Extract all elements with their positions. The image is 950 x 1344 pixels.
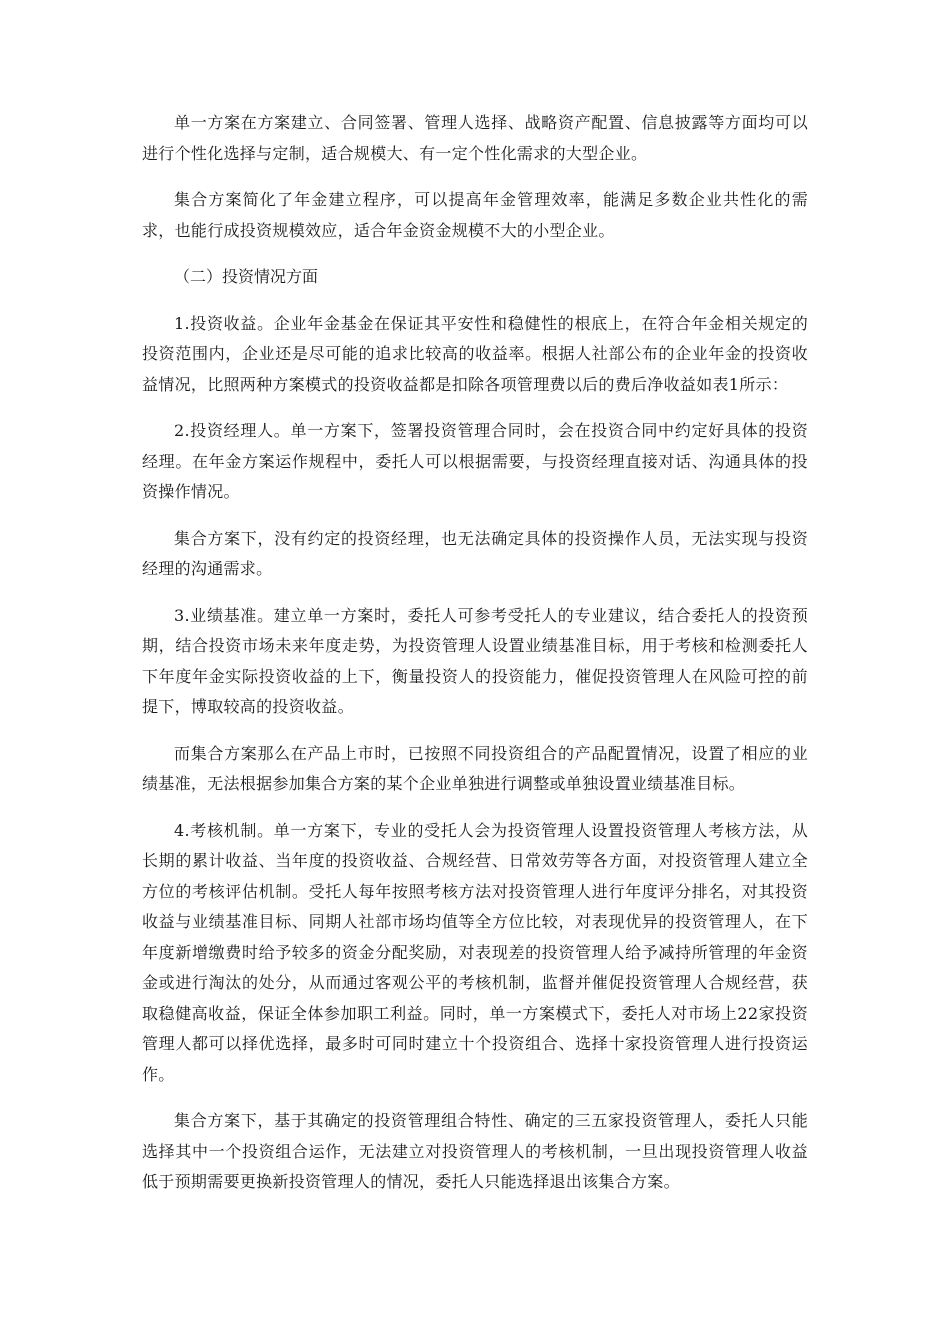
section-heading: （二）投资情况方面 [174,267,319,286]
paragraph-collective-plan: 集合方案简化了年金建立程序，可以提高年金管理效率，能满足多数企业共性化的需求，也能行成投资规模效应，适合年金资金规模不大的小型企业。 [142,190,808,240]
paragraph-collective-benchmark: 而集合方案那么在产品上市时，已按照不同投资组合的产品配置情况，设置了相应的业绩基准，无法根据参加集合方案的某个企业单独进行调整或单独设置业绩基准目标。 [142,743,808,793]
document-page [142,108,808,1214]
paragraph-assessment: 4.考核机制。单一方案下，专业的受托人会为投资管理人设置投资管理人考核方法，从长期的累计收益、当年度的投资收益、合规经营、日常效劳等各方面，对投资管理人建立全方位的考核评估机制。受托人每年按照考核方法对投资管理人进行年度评分排名，对其投资收益与业绩基准目标、同期人社部市场均值等全方位比较，对表现优异的投资管理人，在下年度新增缴费时给予较多的资金分配奖励，对表现差的投资管理人给予减持所管理的年金资金或进行淘汰的处分，从而通过客观公平的考核机制，监督并催促投资管理人合规经营，获取稳健高收益，保证全体参加职工利益。同时，单一方案模式下，委托人对市场上22家投资管理人都可以择优选择，最多时可同时建立十个投资组合、选择十家投资管理人进行投资运作。 [142,820,808,1084]
paragraph-single-plan: 单一方案在方案建立、合同签署、管理人选择、战略资产配置、信息披露等方面均可以进行个性化选择与定制，适合规模大、有一定个性化需求的大型企业。 [142,113,808,163]
paragraph-collective-manager: 集合方案下，没有约定的投资经理，也无法确定具体的投资操作人员，无法实现与投资经理的沟通需求。 [142,528,808,578]
paragraph-collective-assessment: 集合方案下，基于其确定的投资管理组合特性、确定的三五家投资管理人，委托人只能选择其中一个投资组合运作，无法建立对投资管理人的考核机制，一旦出现投资管理人收益低于预期需要更换新投资管理人的情况，委托人只能选择退出该集合方案。 [142,1111,808,1191]
paragraph-investment-manager: 2.投资经理人。单一方案下，签署投资管理合同时，会在投资合同中约定好具体的投资经理。在年金方案运作规程中，委托人可以根据需要，与投资经理直接对话、沟通具体的投资操作情况。 [142,421,808,501]
paragraph-investment-return: 1.投资收益。企业年金基金在保证其平安性和稳健性的根底上，在符合年金相关规定的投资范围内，企业还是尽可能的追求比较高的收益率。根据人社部公布的企业年金的投资收益情况，比照两种方案模式的投资收益都是扣除各项管理费以后的费后净收益如表1所示： [142,313,808,394]
paragraph-benchmark: 3.业绩基准。建立单一方案时，委托人可参考受托人的专业建议，结合委托人的投资预期，结合投资市场未来年度走势，为投资管理人设置业绩基准目标，用于考核和检测委托人下年度年金实际投资收益的上下，衡量投资人的投资能力，催促投资管理人在风险可控的前提下，博取较高的投资收益。 [142,605,808,716]
